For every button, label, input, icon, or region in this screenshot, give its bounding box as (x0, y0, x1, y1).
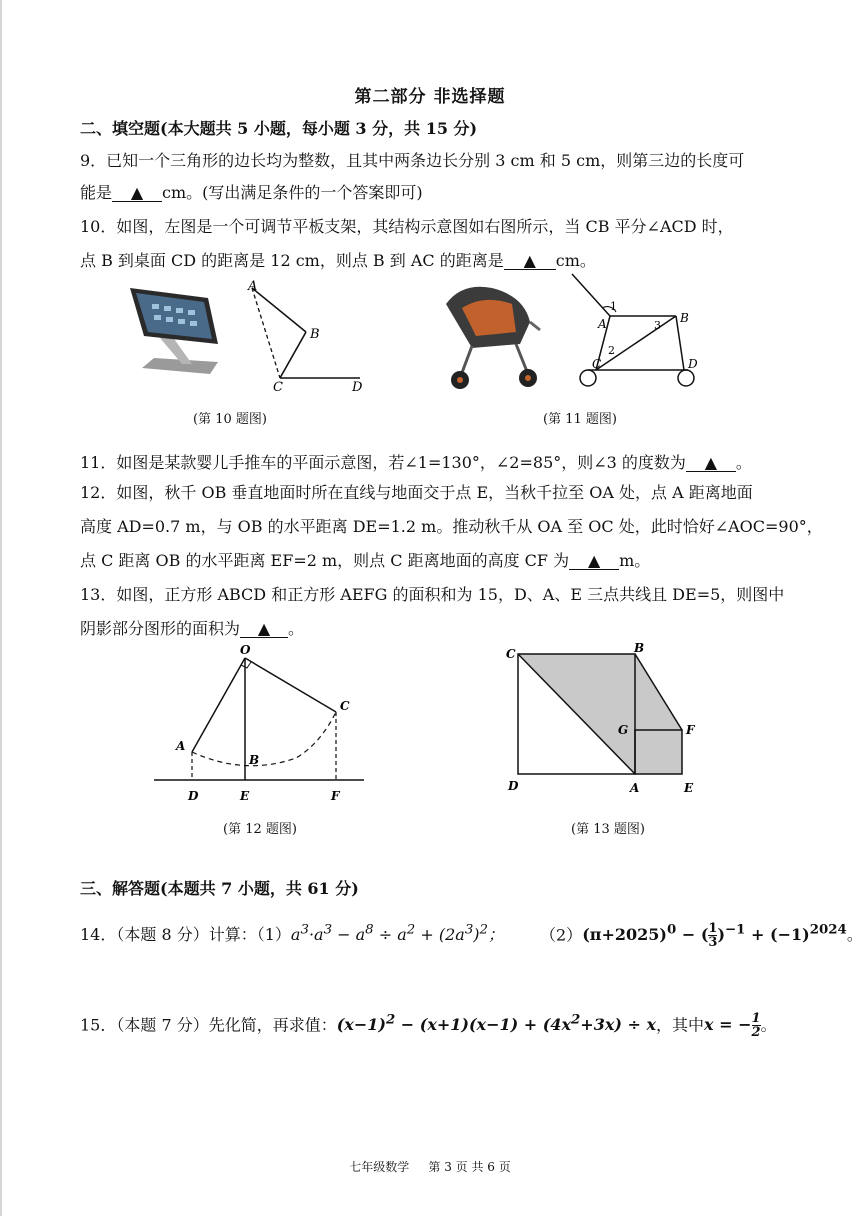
angle-3-label: 3 (654, 319, 661, 332)
segment-oa (192, 658, 245, 752)
q15-expression: $(x-1)^2 - (x+1)(x-1) + (4x^2+3x) \div x$ (336, 1012, 657, 1035)
label-d: D (508, 779, 519, 793)
q13-line1: 13．如图，正方形 ABCD 和正方形 AEFG 的面积和为 15，D、A、E 三点共线且 DE=5，则图中 (80, 585, 785, 604)
figure-12 (150, 640, 370, 810)
label-d: D (352, 380, 363, 395)
q15-value: x = − $\frac{1}{2}$ (704, 1011, 761, 1041)
label-a: A (630, 781, 640, 795)
q13-text-a: 阴影部分图形的面积为 (80, 619, 241, 638)
footer-page-number: 第 3 页 共 6 页 (428, 1160, 511, 1174)
label-b: B (634, 641, 645, 655)
wheel-right (678, 370, 694, 386)
figure-11-caption: (第 11 题图) (543, 412, 617, 427)
figure-13 (500, 640, 710, 810)
segment-bc (280, 332, 306, 378)
q9-line1: 9．已知一个三角形的边长均为整数，且其中两条边长分别 3 cm 和 5 cm，则第三边的长度可 (80, 151, 745, 170)
label-d: D (188, 789, 199, 803)
label-b: B (249, 753, 260, 767)
tablet-stand-photo (130, 288, 218, 374)
label-c: C (340, 699, 350, 713)
q10-answer-blank[interactable]: ▲ (504, 253, 556, 270)
q14-part2 (540, 922, 863, 949)
label-a: A (176, 739, 186, 753)
shaded-region (518, 654, 682, 774)
wheel-left (580, 370, 596, 386)
stand-diagram (247, 279, 363, 395)
figure-10-caption: (第 10 题图) (193, 412, 267, 427)
label-e: E (684, 781, 694, 795)
handle-line (572, 274, 610, 316)
section-title-answers: 三、解答题(本题共 7 小题，共 61 分) (80, 879, 359, 898)
q10-line1: 10．如图，左图是一个可调节平板支架，其结构示意图如右图所示，当 CB 平分∠ACD 时， (80, 217, 734, 236)
q11-text-a: 11．如图是某款婴儿手推车的平面示意图，若∠1=130°，∠2=85°，则∠3 的度数为 (80, 453, 686, 472)
q10-line2 (80, 248, 596, 271)
q11-line1 (80, 450, 752, 473)
q12-text-a: 点 C 距离 OB 的水平距离 EF=2 m，则点 C 距离地面的高度 CF 为 (80, 551, 570, 570)
label-c: C (592, 357, 602, 371)
q13-line2 (80, 616, 304, 639)
q15-suffix: ，其中 (656, 1015, 705, 1035)
q13-answer-blank[interactable]: ▲ (240, 621, 288, 638)
q14-prefix: 14．（本题 8 分）计算：（1） (80, 925, 291, 944)
swing-arc (192, 712, 336, 766)
angle-1-label: 1 (610, 300, 617, 313)
q11-answer-blank[interactable]: ▲ (686, 455, 736, 472)
segment-ab (252, 288, 306, 332)
figure-11 (432, 274, 712, 399)
label-f: F (331, 789, 340, 803)
q12-text-b: m。 (619, 551, 651, 570)
label-b: B (310, 327, 320, 342)
q12-line3 (80, 548, 650, 571)
figure-12-caption: (第 12 题图) (223, 822, 297, 837)
q11-text-b: 。 (735, 453, 752, 472)
footer-subject: 七年级数学 (349, 1160, 410, 1174)
q10-text-b: cm。 (555, 251, 596, 270)
label-a: A (248, 279, 258, 294)
q12-answer-blank[interactable]: ▲ (569, 553, 619, 570)
label-g: G (618, 723, 629, 737)
q9-text-a: 能是 (80, 183, 113, 202)
q15-line: 15．（本题 7 分）先化简，再求值：$(x-1)^2 - (x+1)(x-1) + (4x^2+3x) \div x$，其中x = − $\frac{1}{2}$ 。 (80, 1011, 777, 1041)
q14-line (80, 922, 504, 945)
q9-text-b: cm。(写出满足条件的一个答案即可) (162, 183, 423, 202)
q12-line2: 高度 AD=0.7 m，与 OB 的水平距离 DE=1.2 m。推动秋千从 OA 至 OC 处，此时恰好∠AOC=90°， (80, 517, 823, 536)
page-edge (0, 0, 2, 1216)
q12-line1: 12．如图，秋千 OB 垂直地面时所在直线与地面交于点 E，当秋千拉至 OA 处，点 A 距离地面 (80, 483, 753, 502)
label-d: D (688, 357, 698, 371)
figure-13-caption: (第 13 题图) (571, 822, 645, 837)
q10-text-a: 点 B 到桌面 CD 的距离是 12 cm，则点 B 到 AC 的距离是 (80, 251, 504, 270)
label-e: E (240, 789, 250, 803)
label-c: C (273, 380, 283, 395)
label-f: F (686, 723, 695, 737)
dashed-segment-ac (252, 288, 280, 378)
page-footer (0, 1158, 860, 1175)
q14-expression-1: $a^3\cdot a^3 - a^8 \div a^2 + (2a^3)^2$； (290, 922, 505, 944)
q13-text-b: 。 (288, 619, 305, 638)
label-c: C (506, 647, 516, 661)
q14-part2-label: （2） (540, 925, 583, 945)
q15-prefix: 15．（本题 7 分）先化简，再求值： (80, 1015, 337, 1035)
figure-10 (120, 278, 380, 393)
label-b: B (680, 311, 689, 325)
section-title-fill-in: 二、填空题(本大题共 5 小题，每小题 3 分，共 15 分) (80, 119, 478, 138)
angle-2-label: 2 (608, 344, 615, 357)
q9-line2 (80, 180, 423, 203)
q14-expression-2: $(\pi+2025)^0$ − ( $\frac{1}{3}$ )$^{-1} + (-1)^{2024}$。 (582, 921, 863, 951)
label-a: A (598, 317, 607, 331)
stroller-photo (446, 287, 540, 389)
segment-oc (245, 658, 336, 712)
part-title: 第二部分 非选择题 (354, 87, 506, 107)
label-o: O (240, 643, 251, 657)
stroller-diagram (572, 274, 698, 386)
q9-answer-blank[interactable]: ▲ (112, 185, 162, 202)
